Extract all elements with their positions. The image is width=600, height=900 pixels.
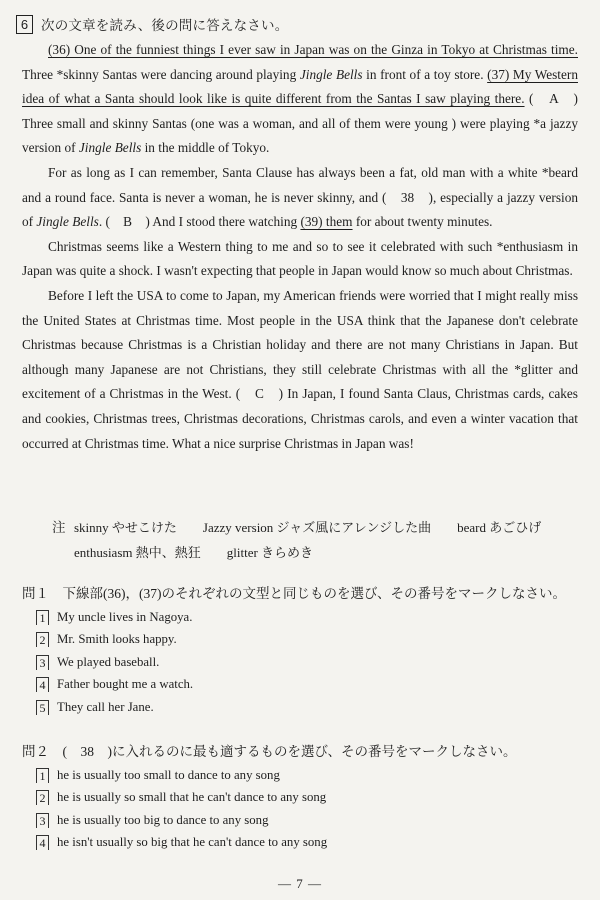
question-1: [22, 584, 582, 719]
note-item: Jazzy version ジャズ風にアレンジした曲: [202, 520, 432, 535]
underline-36: (36) One of the funniest things I ever saw in Japan was on the Ginza in Tokyo at Christmas time.: [48, 42, 578, 57]
option-number-box: 1: [36, 610, 49, 625]
question-instruction: 次の文章を読み、後の問に答えなさい。: [41, 18, 289, 33]
song-title: Jingle Bells: [299, 66, 363, 82]
underline-39: (39) them: [300, 214, 353, 230]
passage-text: in the middle of Tokyo.: [141, 140, 270, 156]
option-text: Mr. Smith looks happy.: [57, 632, 177, 647]
question-number-box: 6: [16, 15, 33, 34]
paragraph-4: Before I left the USA to come to Japan, my American friends were worried that I might really miss the United States at Christmas time. Most people in the USA think that the Japanese don't celebrate Christmas because Christmas is a Christian holiday and there are not many Christians in Japan. But although many Japanese are not Christians, they still celebrate Christmas with all the *glitter and excitement of a Christmas in the West. ( C ) In Japan, I found Santa Claus, Christmas cards, cakes and cookies, Christmas trees, Christmas decorations, Christmas carols, and even a winter vacation that occurred at Christmas time. What a nice surprise Christmas in Japan was!: [22, 287, 578, 451]
option-number-box: 4: [36, 677, 49, 692]
option-number-box: 3: [36, 655, 49, 670]
underline-37: (37) My Western idea of what a Santa should look like is quite different from the Santas I saw playing there.: [22, 66, 578, 107]
option-text: he is usually so small that he can't dance to any song: [57, 790, 327, 805]
question-2: [22, 742, 582, 854]
vocabulary-notes: [52, 515, 582, 565]
answer-option[interactable]: [22, 629, 582, 652]
note-item: beard あごひげ: [457, 520, 542, 535]
option-number-box: 5: [36, 700, 49, 715]
passage-text: ( A ) Three small and skinny Santas (one was a woman, and all of them were young ) were playing *a jazzy version of: [22, 91, 578, 156]
option-number-box: 4: [36, 835, 49, 850]
passage-text: for about twenty minutes.: [352, 214, 493, 230]
answer-option[interactable]: [22, 809, 582, 832]
answer-option[interactable]: [22, 696, 582, 719]
question-1-heading: 問１ 下線部(36)，(37)のそれぞれの文型と同じものを選び、その番号をマークしなさい。: [22, 586, 566, 601]
option-text: he is usually too small to dance to any song: [57, 767, 280, 782]
notes-row-1: [52, 515, 582, 540]
passage-text: Three *skinny Santas were dancing around playing: [22, 66, 300, 82]
option-number-box: 2: [36, 790, 49, 805]
page-number: — 7 —: [278, 876, 322, 891]
question-header: [16, 14, 288, 34]
passage-text: in front of a toy store.: [362, 66, 488, 82]
passage-text: . ( B ) And I stood there watching: [98, 214, 301, 230]
option-number-box: 2: [36, 632, 49, 647]
passage-text: For as long as I can remember, Santa Clause has always been a fat, old man with a white *beard and a round face. Santa is never a woman, he is never skinny, and ( 38 ), especially a jazzy version of: [22, 164, 578, 230]
paragraph-1: [22, 38, 578, 161]
answer-option[interactable]: [22, 832, 582, 855]
option-text: he is usually too big to dance to any song: [57, 812, 269, 827]
paragraph-3: Christmas seems like a Western thing to me and so to see it celebrated with such *enthusiasm in Japan was quite a shock. I wasn't expecting that people in Japan would know so much about Christmas.: [22, 238, 578, 279]
answer-option[interactable]: [22, 606, 582, 629]
option-text: My uncle lives in Nagoya.: [57, 609, 193, 624]
option-number-box: 1: [36, 768, 49, 783]
option-text: We played baseball.: [57, 654, 160, 669]
answer-option[interactable]: [22, 787, 582, 810]
notes-label: 注: [52, 520, 66, 535]
option-text: he isn't usually so big that he can't dance to any song: [57, 835, 328, 850]
note-item: enthusiasm 熱中、熱狂: [74, 545, 201, 560]
option-text: Father bought me a watch.: [57, 677, 194, 692]
question-2-heading: 問２ ( 38 )に入れるのに最も適するものを選び、その番号をマークしなさい。: [22, 744, 517, 759]
note-item: glitter きらめき: [226, 545, 314, 560]
song-title: Jingle Bells: [36, 214, 99, 230]
answer-option[interactable]: [22, 651, 582, 674]
song-title: Jingle Bells: [78, 140, 142, 156]
option-text: They call her Jane.: [57, 699, 154, 714]
option-number-box: 3: [36, 813, 49, 828]
answer-option[interactable]: [22, 764, 582, 787]
notes-row-2: [52, 540, 582, 565]
answer-option[interactable]: [22, 674, 582, 697]
paragraph-2: [22, 161, 578, 235]
reading-passage: [22, 38, 578, 456]
note-item: skinny やせこけた: [74, 520, 177, 535]
